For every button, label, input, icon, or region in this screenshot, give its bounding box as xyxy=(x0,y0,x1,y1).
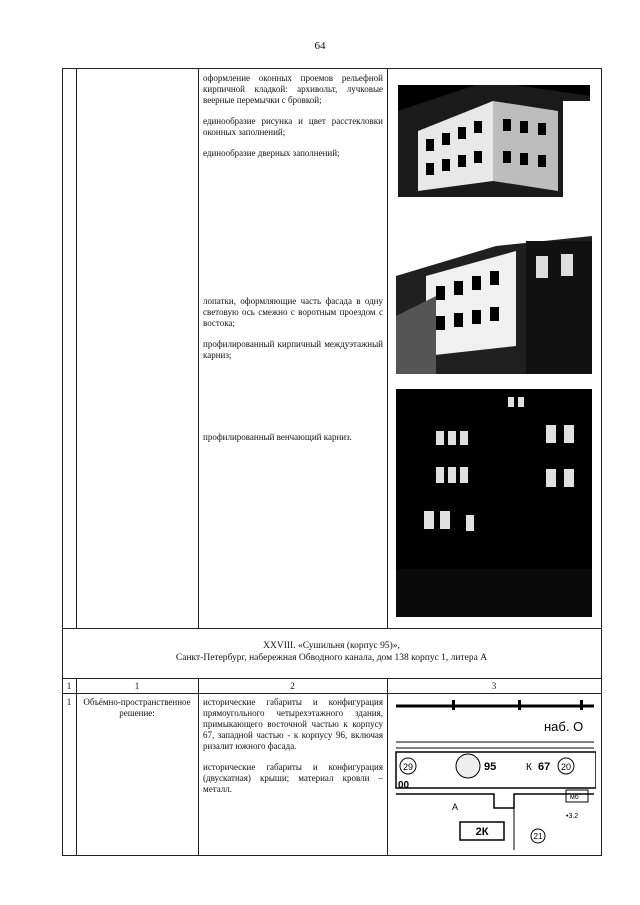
features-upper xyxy=(203,73,383,169)
plan-label-95: 95 xyxy=(484,761,497,773)
section-title xyxy=(62,640,601,664)
facade-photo-3 xyxy=(396,389,592,617)
header-col-0: 1 xyxy=(66,681,72,691)
plan-label-m6: м6 xyxy=(570,794,579,801)
site-plan xyxy=(394,698,596,850)
features-middle xyxy=(203,296,383,371)
feature-para-5: профилированный кирпичный междуэтажный карниз; xyxy=(203,339,383,360)
plan-label-2k: 2К xyxy=(475,826,489,838)
plan-label-20: 20 xyxy=(560,762,572,772)
row-description xyxy=(203,697,383,805)
section-title-line-2: Санкт-Петербург, набережная Обводного канала, дом 138 корпус 1, литера А xyxy=(175,653,488,663)
header-col-3: 3 xyxy=(491,681,497,691)
header-col-1: 1 xyxy=(134,681,140,691)
row-para-2: исторические габариты и конфигурация (двускатная) крыши; материал кровли – металл. xyxy=(203,762,383,794)
feature-para-2: единообразие рисунка и цвет расстекловки оконных заполнений; xyxy=(203,116,383,137)
plan-label-k: К xyxy=(526,762,532,773)
plan-label-29: 29 xyxy=(402,762,414,772)
plan-label-00: 00 xyxy=(398,780,410,791)
section-title-line-1: XXVIII. «Сушильня (корпус 95)», xyxy=(263,641,400,651)
page-number: 64 xyxy=(314,40,326,52)
row-number: 1 xyxy=(66,697,72,707)
row-feature-name: Объёмно-пространственное решение: xyxy=(83,697,191,718)
plan-label-21: 21 xyxy=(533,832,543,841)
facade-photo-2 xyxy=(396,216,592,374)
feature-para-6: профилированный венчающий карниз. xyxy=(203,432,352,442)
row-para-1: исторические габариты и конфигурация прямоугольного четырехэтажного здания, примыкающего восточной частью к корпусу 67, западной частью - к корпусу 96, включая ризалит южного фасада. xyxy=(203,697,383,751)
feature-para-4: лопатки, оформляющие часть фасада в одну световую ось смежно с воротным проездом с востока; xyxy=(203,296,383,328)
plan-label-67: 67 xyxy=(538,761,551,773)
feature-para-1: оформление оконных проемов рельефной кирпичной кладкой: архивольт, лучковые веерные перемычки с бровкой; xyxy=(203,73,383,105)
plan-label-32: •3.2 xyxy=(566,813,579,820)
plan-label-a: А xyxy=(452,802,459,812)
plan-label-embankment: наб. О xyxy=(544,719,584,734)
features-lower xyxy=(203,432,383,453)
facade-photo-1 xyxy=(398,71,590,197)
header-col-2: 2 xyxy=(290,681,295,691)
feature-para-3: единообразие дверных заполнений; xyxy=(203,148,340,158)
